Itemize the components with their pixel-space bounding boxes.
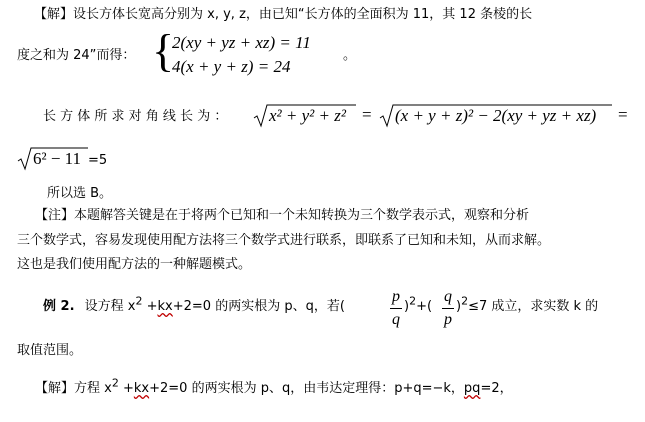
solution-text-b: + bbox=[118, 381, 134, 396]
solution-paragraph-1 bbox=[34, 6, 532, 24]
example-text-g: ≤7 成立，求实数 k 的 bbox=[468, 299, 599, 314]
fraction-q-over-p bbox=[442, 288, 454, 329]
sqrt-expression-1 bbox=[254, 104, 356, 128]
example-kx: kx bbox=[157, 299, 173, 314]
system-brace: { bbox=[152, 25, 175, 76]
result-value: =5 bbox=[88, 153, 108, 168]
fraction-1-bar bbox=[390, 308, 402, 309]
example-tail bbox=[456, 294, 599, 316]
equation-1: 2(xy + yz + xz) = 11 bbox=[172, 33, 311, 52]
conclusion-text: 所以选 B。 bbox=[47, 186, 113, 201]
equation-2: 4(x + y + z) = 24 bbox=[172, 57, 291, 76]
example-text-d: ) bbox=[404, 299, 410, 314]
example-sup-2: 2 bbox=[409, 294, 417, 308]
fraction-1-denominator: q bbox=[392, 311, 400, 328]
note-line-2: 三个数学式，容易发现使用配方法将三个数学式进行联系，即联系了已知和未知，从而求解。 bbox=[17, 233, 551, 248]
example-sup-3: 2 bbox=[461, 294, 469, 308]
example-text-c: +2=0 的两实根为 p、q，若( bbox=[172, 299, 345, 314]
fraction-2-bar bbox=[442, 308, 454, 309]
solution-text-c: +2=0 的两实根为 p、q，由韦达定理得：p+q=−k， bbox=[149, 381, 464, 396]
solution-line-1: 设长方体长宽高分别为 x, y, z，由已知“长方体的全面积为 11，其 12 条棱的长 bbox=[73, 7, 533, 22]
equals-sign-1: = bbox=[362, 105, 372, 124]
solution-text-d: =2， bbox=[480, 381, 513, 396]
sqrt-result bbox=[18, 147, 88, 171]
note-line-1 bbox=[35, 207, 529, 225]
fraction-2-denominator: p bbox=[444, 311, 452, 328]
diagonal-prefix: 长 方 体 所 求 对 角 线 长 为 ： bbox=[43, 109, 228, 124]
solution-label: 【解】 bbox=[34, 7, 74, 22]
solution-line bbox=[35, 376, 513, 398]
fraction-p-over-q bbox=[390, 288, 402, 329]
equation-end-mark: 。 bbox=[343, 48, 357, 63]
example-line-1 bbox=[43, 294, 345, 316]
solution-pq: pq bbox=[463, 381, 481, 396]
note-line-3: 这也是我们使用配方法的一种解题模式。 bbox=[17, 257, 252, 272]
example-line-2: 取值范围。 bbox=[17, 343, 83, 358]
note-label: 【注】 bbox=[35, 208, 75, 223]
solution-kx: kx bbox=[133, 381, 150, 396]
example-text-b: + bbox=[142, 299, 158, 314]
solution-sup: 2 bbox=[111, 376, 119, 390]
equals-sign-2: = bbox=[618, 105, 628, 124]
sqrt-content-1: x² + y² + z² bbox=[269, 106, 346, 125]
example-text-f: ) bbox=[456, 299, 462, 314]
sqrt-expression-2 bbox=[380, 104, 612, 128]
solution-text-a: 方程 x bbox=[74, 381, 112, 396]
example-sup: 2 bbox=[135, 294, 143, 308]
example-text-a: 设方程 x bbox=[84, 299, 136, 314]
solution-2-label: 【解】 bbox=[35, 381, 75, 396]
example-text-e: +( bbox=[416, 299, 433, 314]
solution-line-2-prefix: 度之和为 24”而得： bbox=[17, 48, 136, 63]
note-text-1: 本题解答关键是在于将两个已知和一个未知转换为三个数学表示式，观察和分析 bbox=[74, 208, 530, 223]
sqrt-result-content: 6² − 11 bbox=[33, 149, 82, 168]
sqrt-content-2: (x + y + z)² − 2(xy + yz + xz) bbox=[395, 106, 597, 125]
example-paren-1 bbox=[404, 294, 433, 316]
fraction-2-numerator: q bbox=[444, 288, 452, 305]
example-label: 例 2. bbox=[43, 299, 75, 314]
fraction-1-numerator: p bbox=[392, 288, 400, 305]
